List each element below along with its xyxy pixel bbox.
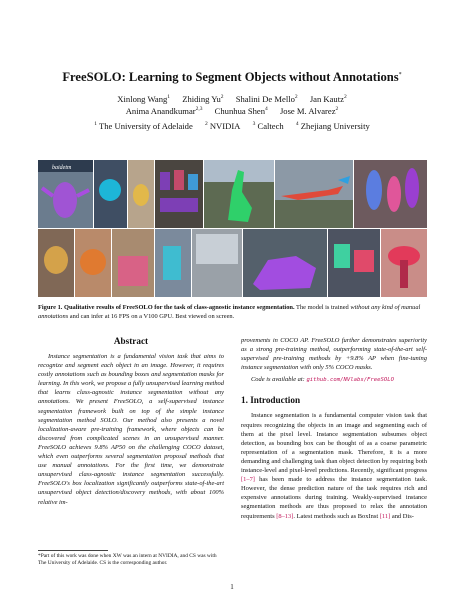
author-affiliation-mark: 2 — [294, 94, 298, 101]
left-column — [38, 336, 224, 507]
teaser-collage — [38, 160, 427, 297]
author-row-2 — [30, 106, 434, 116]
author-name: Shalini De Mello — [235, 94, 295, 104]
intro-text-c: . Latest methods such as BoxInst — [293, 512, 380, 520]
person-mask — [366, 170, 382, 210]
introduction-paragraph — [241, 411, 427, 520]
bottle-mask — [174, 170, 184, 190]
caption-text-a: The model is trained — [294, 304, 351, 311]
introduction-heading: 1. Introduction — [241, 395, 301, 406]
building-area — [196, 234, 238, 264]
abstract-continuation: provements in COCO AP. FreeSOLO further demonstrates superiority as a strong pre-training method, outperforming state-of-the-art self-supervised pre-training methods by +9.8% AP when fine-tuning instance segmentation with only 5% COCO masks. — [241, 337, 427, 372]
code-link[interactable]: github.com/NVlabs/FreeSOLO — [306, 377, 394, 384]
author-name: Zhiding Yu — [182, 94, 221, 104]
person-mask — [405, 168, 419, 208]
bottle-mask — [188, 174, 198, 190]
citation-link[interactable]: [11] — [379, 512, 391, 520]
abstract-heading: Abstract — [113, 336, 149, 346]
citation-link[interactable]: [8–13] — [276, 512, 294, 520]
person-mask — [400, 260, 408, 288]
affiliation-number: 3 — [252, 121, 256, 128]
object-mask — [163, 246, 181, 280]
footnote-divider — [38, 550, 108, 551]
figure-watermark: baidetm — [52, 165, 72, 171]
bottle-mask — [160, 172, 170, 190]
author-name: Chunhua Shen — [214, 106, 266, 116]
footnote: *Part of this work was done when XW was an intern at NVIDIA, and CS was with The University of Adelaide. CS is the corresponding author. — [38, 553, 217, 567]
food-mask — [80, 249, 106, 275]
author-name: Xinlong Wang — [117, 94, 168, 104]
caption-label: Figure 1. Qualitative results of FreeSOLO for the task of class-agnostic instance segmentation. — [38, 304, 295, 311]
author-name: Jose M. Alvarez — [279, 106, 336, 116]
author-name: Jan Kautz — [309, 94, 344, 104]
author-affiliation-mark: 2 — [343, 94, 347, 101]
affiliation-name: Caltech — [257, 121, 284, 131]
abstract-text: Instance segmentation is a fundamental vision task that aims to recognize and segment each object in an image. However, it requires costly annotations such as bounding boxes and segmentation masks for learning. In this work, we propose a fully unsupervised learning method that learns class-agnostic instance segmentation without any annotations. We present FreeSOLO, a self-supervised instance segmentation framework built on top of the simple instance segmentation method SOLO. Our method also presents a novel localization-aware pre-training framework, where objects can be discovered from complicated scenes in an unsupervised manner. FreeSOLO achieves 9.8% AP50 on the challenging COCO dataset, which even outperforms several segmentation proposal methods that use manual annotations. For the first time, we demonstrate unsupervised class-agnostic instance segmentation successfully. FreeSOLO's box localization significantly outperforms state-of-the-art unsupervised object detection/discovery methods, with about 100% relative im- — [38, 353, 224, 506]
paper-title — [0, 70, 464, 85]
affiliation-number: 1 — [94, 121, 97, 128]
person-mask — [387, 176, 401, 212]
title-footnote-mark: * — [398, 71, 402, 78]
caption-text-b: and can infer at 16 FPS on a V100 GPU. Best viewed on screen. — [68, 312, 235, 320]
author-affiliation-mark: 4 — [265, 106, 268, 113]
furniture-mask — [118, 256, 148, 286]
object-mask — [354, 250, 374, 272]
abstract-paragraph — [38, 352, 224, 507]
intro-text-b: has been made to address the instance segmentation task. However, the dense prediction nature of the task requires rich and expensive annotations during training. Weakly-supervised instance segmentation methods are thus proposed to relax the annotation requirements — [241, 476, 427, 520]
affiliation-row — [30, 121, 434, 131]
code-availability — [241, 375, 427, 385]
teaser-figure — [38, 160, 427, 297]
affiliation-number: 4 — [295, 121, 299, 128]
affiliation-name: NVIDIA — [209, 121, 241, 131]
affiliation-name: The University of Adelaide — [98, 121, 193, 131]
cat-mask — [44, 246, 68, 274]
author-affiliation-mark: 2 — [220, 94, 224, 101]
caption-emphasis: without any kind of manual annotations — [38, 304, 421, 320]
object-mask — [160, 198, 198, 212]
author-row-1 — [30, 94, 434, 104]
person-mask — [53, 182, 77, 218]
ball-mask — [99, 179, 121, 201]
intro-text-d: and Dis- — [390, 512, 414, 520]
intro-text-a: Instance segmentation is a fundamental computer vision task that requires recognizing the objects in an image and segmenting each of them at the pixel level. Instance segmentation subsumes object detection, as bounding box can be thought of as a coarse parametric representation of a segmentation mask. Therefore, it is a more demanding and challenging task than object detection by requiring both instance-level and pixel-level predictions. Recently, significant progress — [241, 412, 427, 475]
affiliation-number: 2 — [204, 121, 208, 128]
author-affiliation-mark: 2 — [335, 106, 339, 113]
author-affiliation-mark: 2,3 — [195, 106, 203, 113]
author-name: Anima Anandkumar — [125, 106, 196, 116]
paper-title-text: FreeSOLO: Learning to Segment Objects without Annotations — [62, 70, 399, 84]
affiliation-name: Zhejiang University — [300, 121, 370, 131]
page-number: 1 — [230, 583, 234, 591]
figure-caption — [38, 304, 427, 321]
code-label: Code is available at: — [251, 376, 307, 384]
right-column — [241, 336, 427, 521]
author-affiliation-mark: 1 — [167, 94, 171, 101]
object-mask — [334, 244, 350, 268]
vase-mask — [133, 184, 149, 206]
ground-area — [275, 200, 353, 228]
citation-link[interactable]: [1–7] — [241, 476, 255, 484]
